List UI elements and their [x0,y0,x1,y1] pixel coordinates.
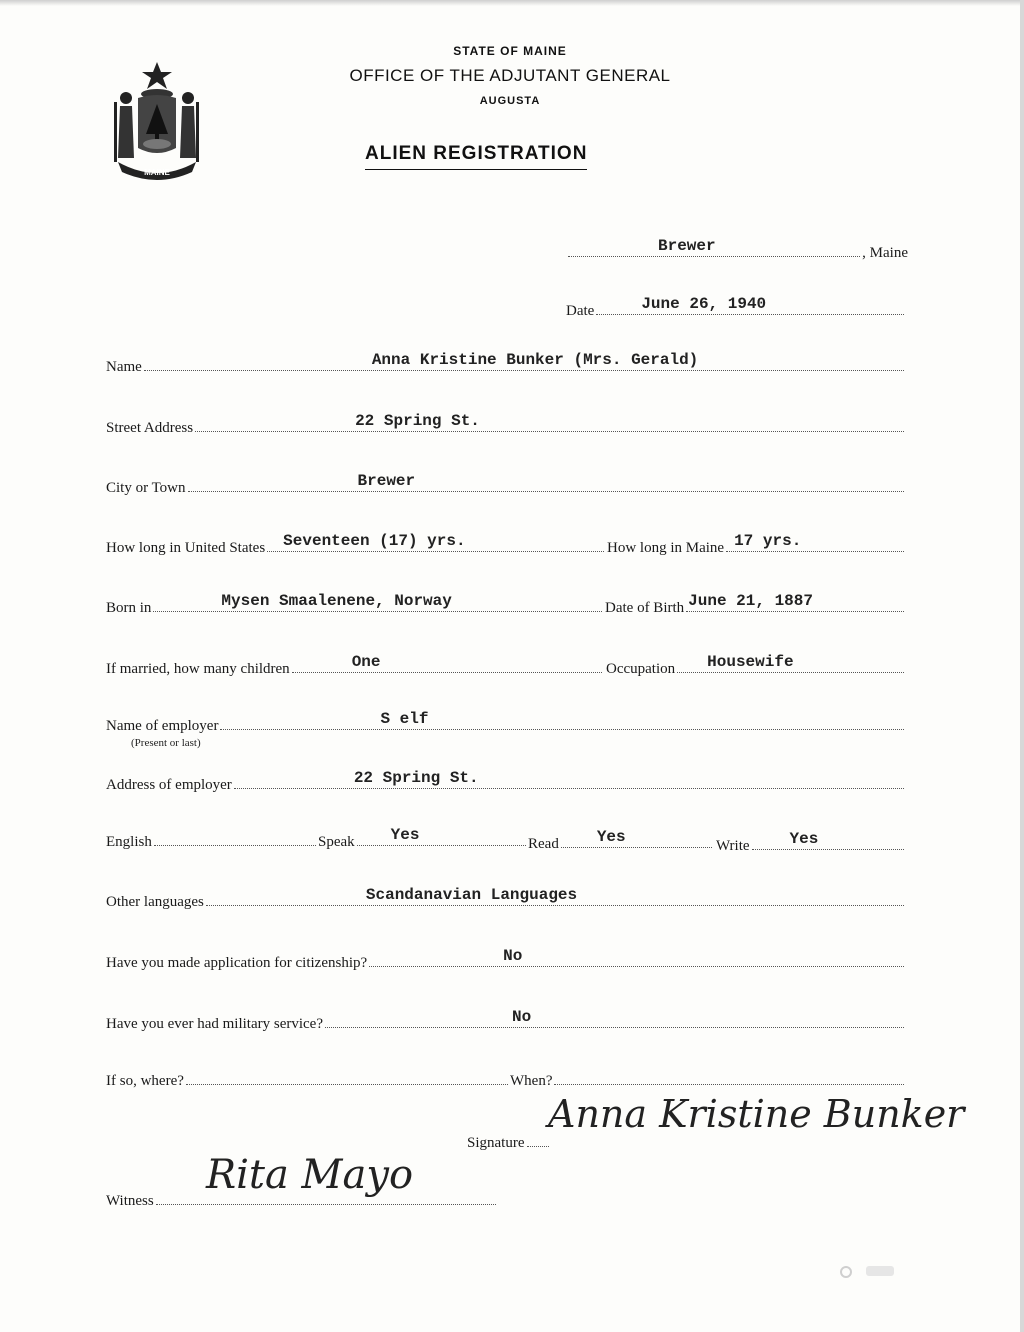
street-field [195,412,904,432]
when-field [554,1083,904,1085]
employer-label: Name of employer [106,718,219,734]
employer-address-label: Address of employer [106,777,232,793]
header-office: OFFICE OF THE ADJUTANT GENERAL [349,66,671,85]
form-title: ALIEN REGISTRATION [365,143,587,170]
city-value: Brewer [357,472,416,490]
citizenship-value: No [503,947,523,965]
place-value: Brewer [658,237,716,255]
where-row [106,1073,510,1090]
city-label: City or Town [106,480,186,496]
other-languages-field [206,886,904,906]
occupation-value: Housewife [707,653,794,671]
date-row [566,295,906,320]
us-value: Seventeen (17) yrs. [283,532,466,550]
english-field [154,844,316,846]
read-field [561,828,712,848]
born-row [106,592,604,617]
occupation-row [606,653,906,678]
write-value: Yes [789,830,819,848]
date-value: June 26, 1940 [641,295,767,313]
faint-stamp-mark-icon [838,1260,898,1284]
where-field [186,1083,508,1085]
maine-row [607,532,906,557]
children-value: One [351,653,381,671]
signature-field [527,1145,550,1147]
citizenship-field [369,947,904,967]
citizenship-label: Have you made application for citizenship? [106,955,368,971]
speak-row [318,826,528,851]
speak-label: Speak [318,834,355,850]
employer-address-row [106,769,906,794]
employer-address-field [234,769,904,789]
when-row [510,1073,906,1090]
scan-edge-top [0,0,1024,6]
employer-row [106,710,906,735]
english-row [106,834,318,851]
employer-field [220,710,904,730]
military-value: No [512,1008,532,1026]
date-field [596,295,904,315]
speak-field [357,826,526,846]
street-value: 22 Spring St. [355,412,480,430]
dob-field [686,592,904,612]
read-label: Read [528,836,559,852]
seal-text: MAINE [144,168,170,177]
us-field [267,532,604,552]
speak-value: Yes [390,826,420,844]
born-value: Mysen Smaalenene, Norway [221,592,452,610]
city-row [106,472,906,497]
employer-value: S elf [380,710,429,728]
place-field [568,237,860,257]
maine-value: 17 yrs. [734,532,802,550]
employer-address-value: 22 Spring St. [353,769,479,787]
maine-label: How long in Maine [607,540,725,556]
witness-signature: Rita Mayo [206,1152,414,1198]
dob-row [605,592,906,617]
write-row [716,830,906,855]
witness-label: Witness [106,1193,154,1209]
employer-sublabel: (Present or last) [131,737,201,749]
signature-row [467,1135,551,1152]
write-field [752,830,904,850]
signature-label: Signature [467,1135,525,1151]
children-label: If married, how many children [106,661,290,677]
born-field [153,592,602,612]
maine-state-seal-icon [110,58,204,184]
read-value: Yes [596,828,626,846]
name-value: Anna Kristine Bunker (Mrs. Gerald) [371,351,699,369]
name-row [106,351,906,376]
occupation-label: Occupation [606,661,676,677]
city-field [188,472,904,492]
maine-field [726,532,904,552]
name-field [144,351,904,371]
where-label: If so, where? [106,1073,184,1089]
header-city: AUGUSTA [479,95,541,107]
street-label: Street Address [106,420,194,436]
military-label: Have you ever had military service? [106,1016,323,1032]
born-label: Born in [106,600,152,616]
other-languages-row [106,886,906,911]
place-row [566,237,908,262]
date-label: Date [566,303,595,319]
signature-value: Anna Kristine Bunker [548,1092,965,1136]
us-label: How long in United States [106,540,266,556]
write-label: Write [716,838,750,854]
citizenship-row [106,947,906,972]
english-label: English [106,834,152,850]
read-row [528,828,714,853]
when-label: When? [510,1073,553,1089]
street-row [106,412,906,437]
other-languages-value: Scandanavian Languages [365,886,578,904]
military-field [325,1008,904,1028]
us-row [106,532,606,557]
dob-value: June 21, 1887 [688,592,813,610]
children-row [106,653,604,678]
place-suffix: , Maine [862,245,908,261]
scan-edge-right [1020,0,1024,1332]
dob-label: Date of Birth [605,600,685,616]
name-label: Name [106,359,142,375]
military-row [106,1008,906,1033]
children-field [292,653,602,673]
other-languages-label: Other languages [106,894,204,910]
witness-field [156,1203,496,1205]
occupation-field [677,653,904,673]
header-state: STATE OF MAINE [453,44,567,58]
